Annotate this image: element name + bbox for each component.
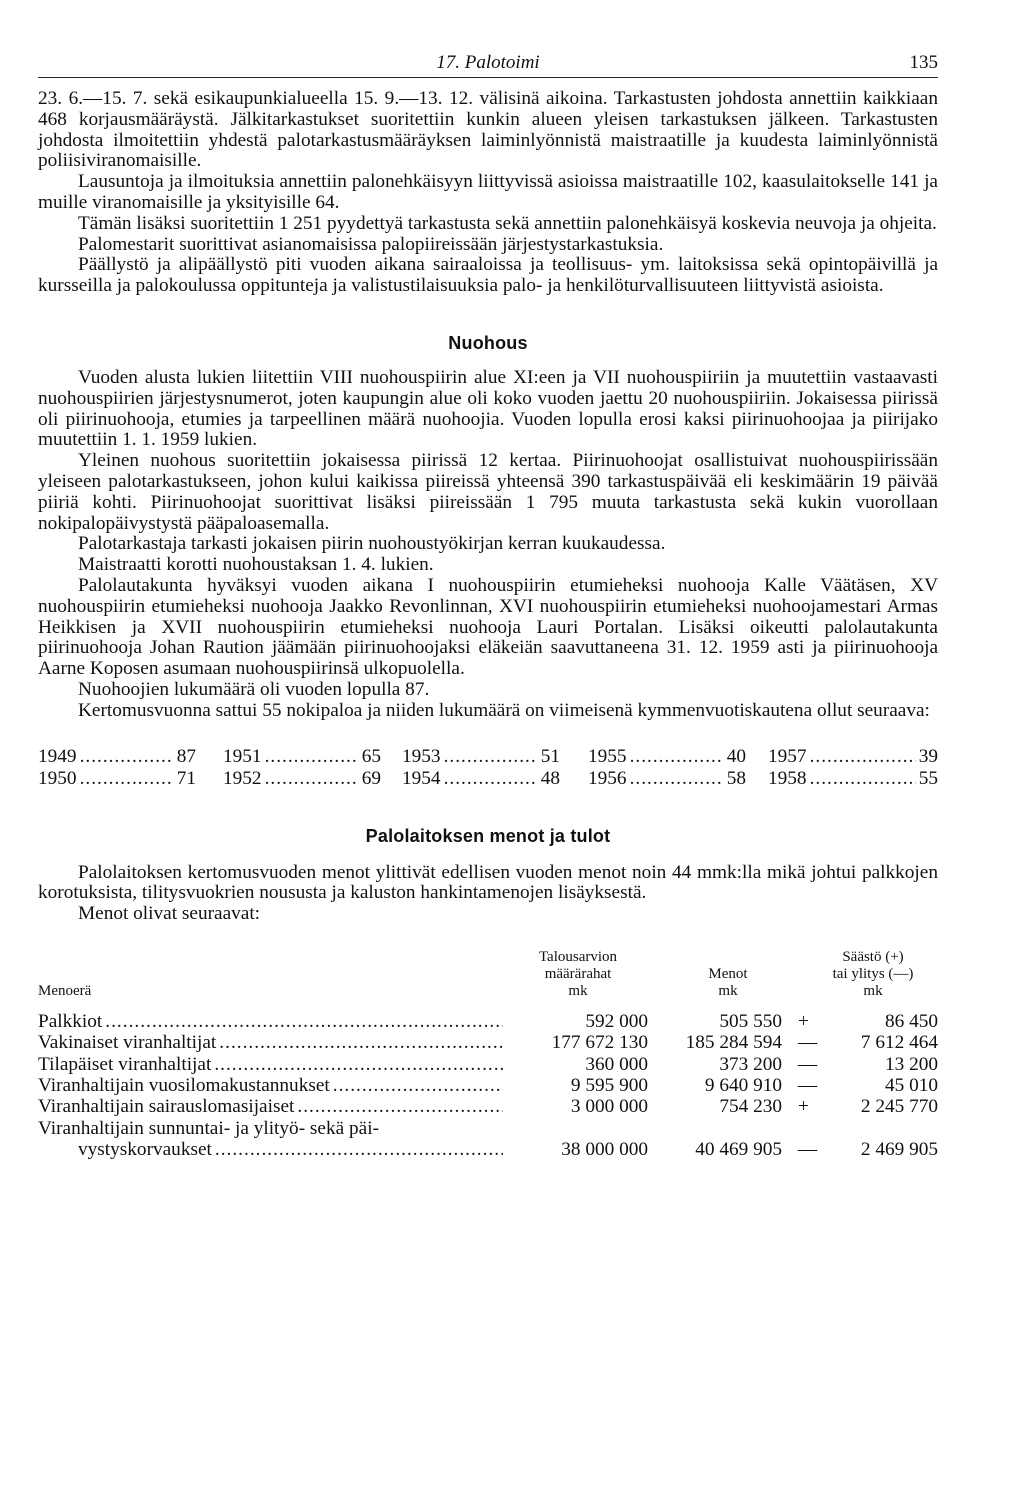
soot-fire-row [38,746,938,768]
table-row: Viranhaltijain sunnuntai- ja ylityö- sekä päi- vystyskorvaukset ..... 38 000 000 40 469 905 — 2 469 905 [38,1118,938,1161]
page-body [38,89,938,1161]
col-header-item: Menoerä [38,982,92,999]
soot-fire-entry: 1957 ..... 39 [768,746,938,768]
soot-fire-entry: 1958 ..... 55 [768,768,938,790]
paragraph: Nuohoojien lukumäärä oli vuoden lopulla 87. [78,678,430,700]
soot-fire-table [38,746,938,790]
paragraph: Maistraatti korotti nuohoustaksan 1. 4. lukien. [78,554,434,576]
paragraph: Päällystö ja alipäällystö piti vuoden aikana sairaaloissa ja teollisuus- ym. laitoksissa sekä opintopäivillä ja kursseilla ja palokoulussa oppitunteja ja valistustilaisuuksia palo- ja henkilöturvallisuuteen liittyvistä asioista. [38,254,938,297]
paragraph: Palotarkastaja tarkasti jokaisen piirin nuohoustyökirjan kerran kuukaudessa. [78,533,666,555]
soot-fire-entry: 1950 ..... 71 [38,768,196,790]
soot-fire-row [38,768,938,790]
soot-fire-entry: 1949 ..... 87 [38,746,196,768]
paragraph: Lausuntoja ja ilmoituksia annettiin palonehkäisyyn liittyvissä asioissa maistraatille 102, kaasulaitokselle 141 ja muille viranomaisille ja yksityisille 64. [38,171,938,213]
running-head [38,52,938,76]
paragraph: Palolaitoksen kertomusvuoden menot ylittivät edellisen vuoden menot noin 44 mmk:lla mikä johtui palkkojen korotuksista, tilitysvuokrien noususta ja kaluston hankintamenojen lisäyksestä. [38,861,938,904]
table-row: Viranhaltijain sairauslomasijaiset ..... 3 000 000 754 230 + 2 245 770 [38,1096,938,1117]
soot-fire-entry: 1951 ..... 65 [223,746,381,768]
table-row: Tilapäiset viranhaltijat ..... 360 000 373 200 — 13 200 [38,1054,938,1075]
expense-table [38,949,938,1161]
soot-fire-entry: 1954 ..... 48 [402,768,560,790]
table-row: Palkkiot ..... 592 000 505 550 + 86 450 [38,1011,938,1032]
soot-fire-entry: 1955 ..... 40 [588,746,746,768]
col-header-spent: Menot mk [708,965,748,999]
section-heading-menot: Palolaitoksen menot ja tulot [365,825,611,846]
page-number: 135 [909,52,938,73]
soot-fire-entry: 1956 ..... 58 [588,768,746,790]
paragraph: Yleinen nuohous suoritettiin jokaisessa piirissä 12 kertaa. Piirinuohoojat osallistuivat nuohouspiirissään yleiseen palotarkastukseen, johon kului kaikissa piireissä yhteensä 390 tarkastuspäivää eli keskimäärin 19 päivää piiriä kohti. Piirinuohoojat suorittivat lisäksi piireissään 1 795 muuta tarkastusta sekä kukin vuorollaan nokipalopäivystystä pääpaloasemalla. [38,450,938,534]
table-row: Viranhaltijain vuosilomakustannukset ..... 9 595 900 9 640 910 — 45 010 [38,1075,938,1096]
soot-fire-entry: 1952 ..... 69 [223,768,381,790]
paragraph: Palomestarit suorittivat asianomaisissa palopiireissään järjestystarkastuksia. [78,233,664,255]
header-rule [38,77,938,78]
paragraph: Kertomusvuonna sattui 55 nokipaloa ja niiden lukumäärä on viimeisenä kymmenvuotiskautena ollut seuraava: [78,699,930,721]
soot-fire-entry: 1953 ..... 51 [402,746,560,768]
paragraph: 23. 6.—15. 7. sekä esikaupunkialueella 15. 9.—13. 12. välisinä aikoina. Tarkastusten johdosta annettiin kaikkiaan 468 korjausmääräystä. Jälkitarkastukset suoritettiin kunkin alueen yleisen tarkastuksen jälkeen. Tarkastusten johdosta ilmoitettiin yhdestä palotarkastusmääräyksen laiminlyönnistä maistraatille ja kuudesta laiminlyönnistä poliisiviranomaisille. [38,88,938,172]
col-header-diff: Säästö (+) tai ylitys (—) mk [832,948,914,999]
paragraph: Vuoden alusta lukien liitettiin VIII nuohouspiirin alue XI:een ja VII nuohouspiiriin ja muutettiin vastaavasti nuohouspiirien järjestysnumerot, joten kaupungin alue oli koko vuoden jaettu 20 nuohouspiiriin. Jokaisessa piirissä oli piirinuohooja, etumies ja tarpeellinen määrä nuohoojia. Vuoden lopulla erosi kaksi piirinuohoojaa ja piirijako muutettiin 1. 1. 1959 lukien. [38,366,938,451]
section-title: 17. Palotoimi [436,52,540,73]
expense-table-header [38,949,938,1011]
section-heading-nuohous: Nuohous [448,332,528,353]
col-header-budget: Talousarvion määrärahat mk [538,948,618,999]
paragraph: Palolautakunta hyväksyi vuoden aikana I nuohouspiirin etumieheksi nuohooja Kalle Väätäsen, XV nuohouspiirin etumieheksi nuohooja Jaakko Revonlinnan, XVI nuohouspiirin etumieheksi nuohoojamestari Armas Heikkisen ja XVII nuohouspiirin etumieheksi nuohooja Lauri Portalan. Lisäksi oikeutti palolautakunta piirinuohooja Johan Raution jäämään piirinuohoojaksi eläkeiän saavuttaneena 31. 12. 1959 asti ja piirinuohooja Aarne Koposen asumaan nuohouspiirinsä ulkopuolella. [38,574,938,680]
paragraph: Menot olivat seuraavat: [78,903,261,925]
paragraph: Tämän lisäksi suoritettiin 1 251 pyydettyä tarkastusta sekä annettiin palonehkäisyä koskevia neuvoja ja ohjeita. [78,212,937,234]
table-row: Vakinaiset viranhaltijat ..... 177 672 130 185 284 594 — 7 612 464 [38,1032,938,1053]
